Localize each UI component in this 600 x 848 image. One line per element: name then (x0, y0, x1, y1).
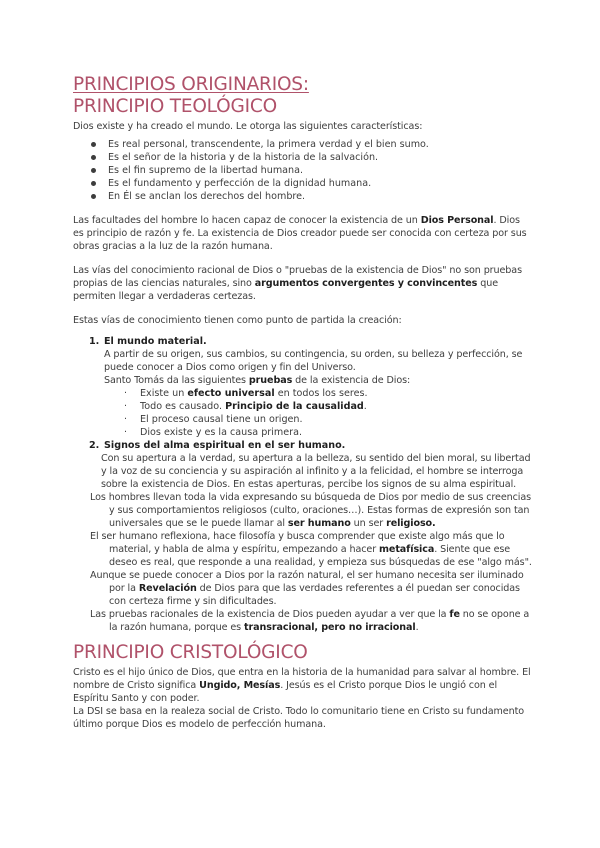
bullet-icon (91, 194, 96, 199)
pruebas-list (104, 387, 533, 439)
list-item: Es real personal, transcendente, la primera verdad y el bien sumo. (91, 138, 533, 151)
paragraph-fe-razon: Las pruebas racionales de la existencia de Dios pueden ayudar a ver que la fe no se opone a la razón humana, porque es transracional, pero no irracional. (90, 609, 530, 633)
paragraph-vias: Las vías del conocimiento racional de Dios o "pruebas de la existencia de Dios" no son pruebas propias de las ciencias naturales, sino argumentos convergentes y convincentes que permiten llegar a verdaderas certezas. (73, 265, 522, 302)
characteristics-list (73, 138, 533, 203)
paragraph-busqueda: Los hombres llevan toda la vida expresando su búsqueda de Dios por medio de sus creencias y sus comportamientos religiosos (culto, oraciones…). Estas formas de expresión son tan universales que se le puede llamar al ser humano un ser religioso. (90, 492, 532, 529)
section-heading-teologico: PRINCIPIO TEOLÓGICO (73, 96, 277, 117)
bullet-icon (91, 155, 96, 160)
paragraph-dsi: La DSI se basa en la realeza social de Cristo. Todo lo comunitario tiene en Cristo su fundamento último porque Dios es modelo de perfección humana. (73, 706, 525, 730)
document-content (73, 74, 533, 731)
list-item: · Existe un efecto universal en todos los seres. (124, 388, 368, 399)
item-title: Signos del alma espiritual en el ser humano. (104, 440, 346, 451)
numbered-item-1 (73, 335, 533, 439)
paragraph-metafisica: El ser humano reflexiona, hace filosofía y busca comprender que existe algo más que lo material, y habla de alma y espíritu, empezando a hacer metafísica. Siente que ese deseo es real, que responde a una realidad, y empieza sus búsquedas de ese "algo más". (90, 531, 532, 568)
paragraph-facultades: Las facultades del hombre lo hacen capaz de conocer la existencia de un Dios Personal. Dios es principio de razón y fe. La existencia de Dios creador puede ser conocida con certeza por sus obras gracias a la luz de la razón humana. (73, 215, 527, 252)
list-item: En Él se anclan los derechos del hombre. (91, 190, 533, 203)
list-item: Es el fin supremo de la libertad humana. (91, 164, 533, 177)
bullet-icon (91, 181, 96, 186)
paragraph-cristo: Cristo es el hijo único de Dios, que entra en la historia de la humanidad para salvar al hombre. El nombre de Cristo significa Ungido, Mesías. Jesús es el Cristo porque Dios le ungió con el Espíritu Santo y con poder. (73, 667, 531, 704)
item-title: El mundo material. (104, 336, 207, 347)
list-item: · El proceso causal tiene un origen. (124, 414, 303, 425)
item-text: Con su apertura a la verdad, su apertura a la belleza, su sentido del bien moral, su libertad y la voz de su conciencia y su aspiración al infinito y a la felicidad, el hombre se interroga sobre la existencia de Dios. En estas aperturas, percibe los signos de su alma espiritual. (101, 453, 531, 490)
intro-paragraph: Dios existe y ha creado el mundo. Le otorga las siguientes características: (73, 121, 423, 132)
list-item: Es el fundamento y perfección de la dignidad humana. (91, 177, 533, 190)
main-title: PRINCIPIOS ORIGINARIOS: (73, 74, 309, 95)
bullet-icon (91, 142, 96, 147)
bullet-icon (91, 168, 96, 173)
item-number: 2. (89, 440, 100, 451)
list-item: · Todo es causado. Principio de la causalidad. (124, 401, 367, 412)
list-item: · Dios existe y es la causa primera. (124, 427, 303, 438)
item-text: A partir de su origen, sus cambios, su contingencia, su orden, su belleza y perfección, se puede conocer a Dios como origen y fin del Universo. (104, 349, 523, 373)
item-text-pruebas: Santo Tomás da las siguientes pruebas de la existencia de Dios: (104, 375, 411, 386)
list-item: Es el señor de la historia y de la historia de la salvación. (91, 151, 533, 164)
numbered-item-2 (73, 439, 533, 491)
paragraph-punto-partida: Estas vías de conocimiento tienen como punto de partida la creación: (73, 315, 402, 326)
paragraph-revelacion: Aunque se puede conocer a Dios por la razón natural, el ser humano necesita ser iluminado por la Revelación de Dios para que las verdades referentes a él puedan ser conocidas con certeza firme y sin dificultades. (90, 570, 524, 607)
section-heading-cristologico: PRINCIPIO CRISTOLÓGICO (73, 642, 308, 663)
item-number: 1. (89, 336, 100, 347)
